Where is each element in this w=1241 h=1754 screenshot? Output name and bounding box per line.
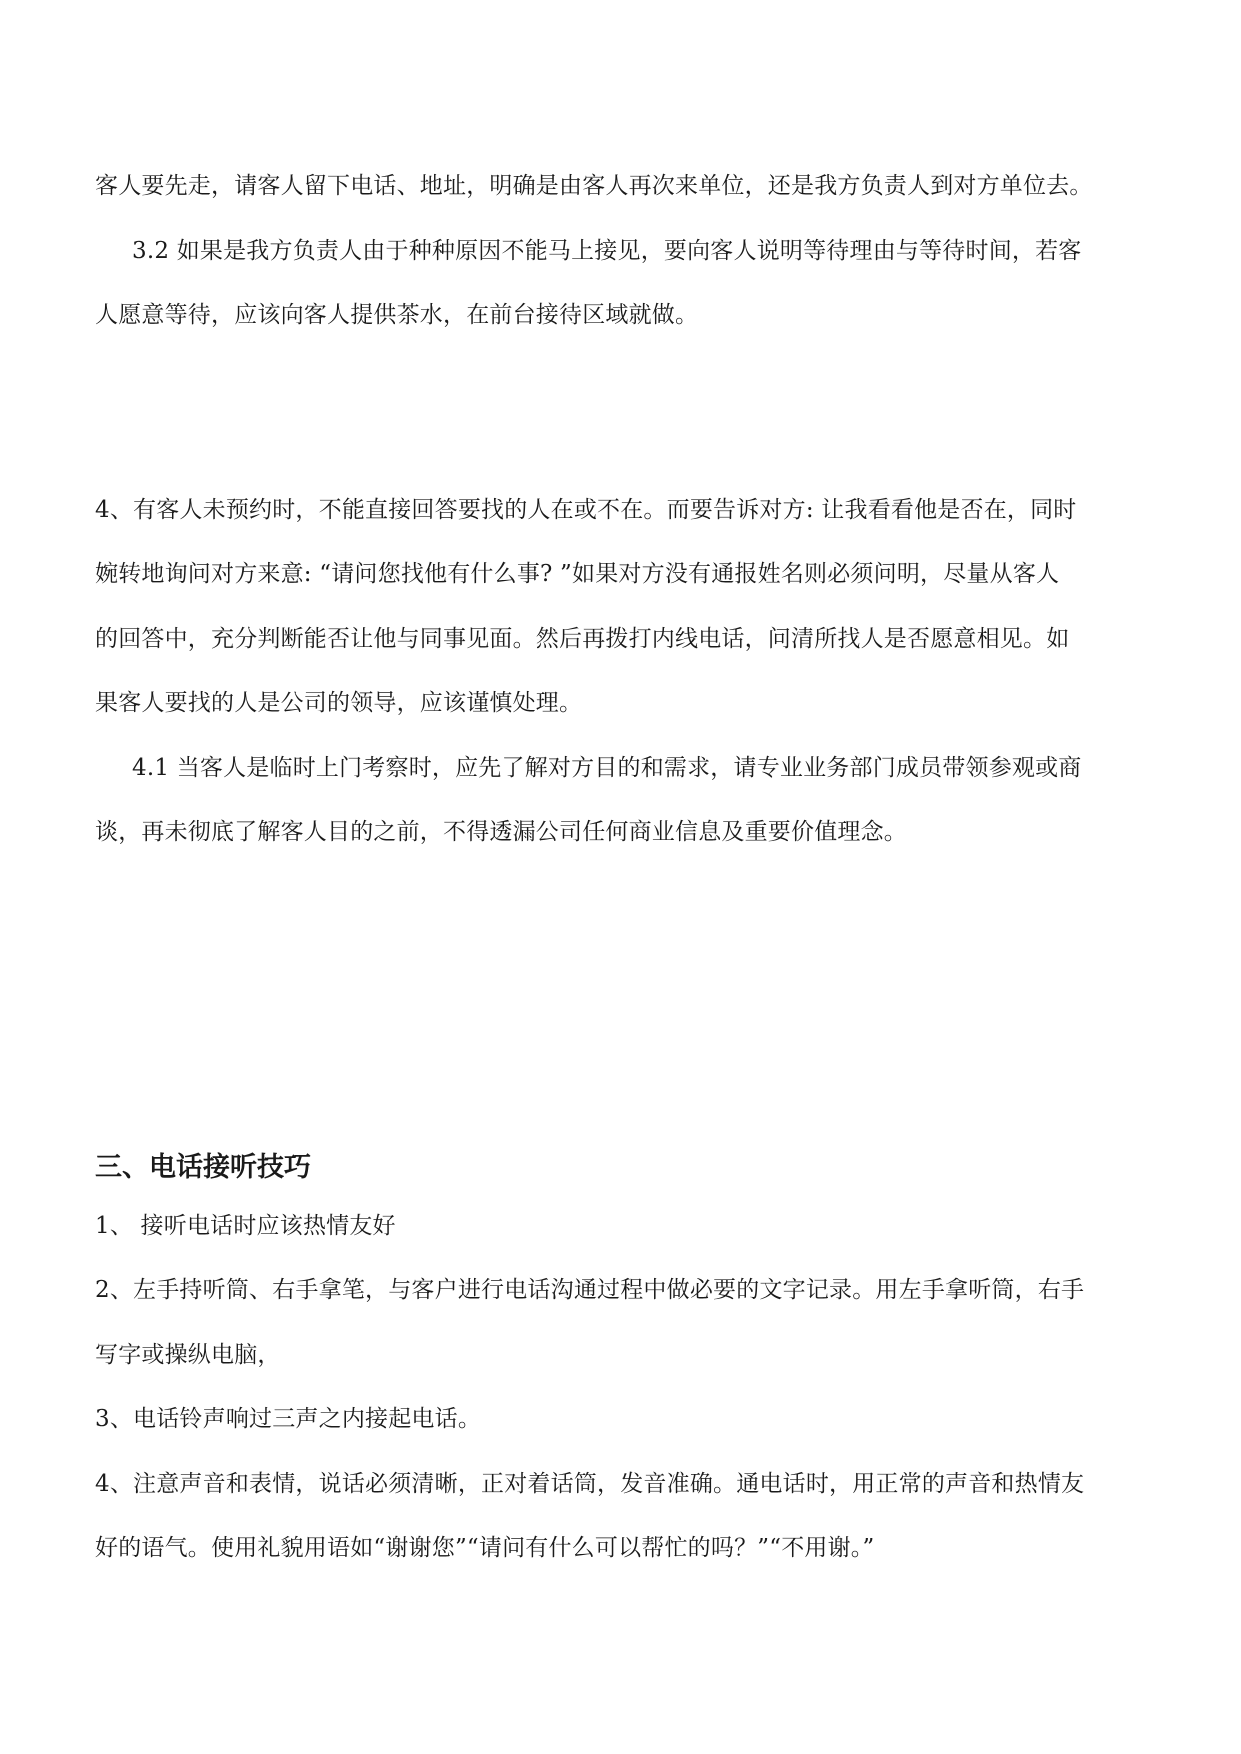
paragraph-line: 3.2 如果是我方负责人由于种种原因不能马上接见，要向客人说明等待理由与等待时间，若客 <box>132 238 1082 264</box>
list-item-line: 好的语气。使用礼貌用语如“谢谢您”“请问有什么可以帮忙的吗？”“不用谢。” <box>95 1535 875 1561</box>
paragraph-line: 4.1 当客人是临时上门考察时，应先了解对方目的和需求，请专业业务部门成员带领参观或商 <box>132 755 1082 781</box>
list-item-line: 3、电话铃声响过三声之内接起电话。 <box>95 1406 482 1432</box>
list-item-line: 4、注意声音和表情，说话必须清晰，正对着话筒，发音准确。通电话时，用正常的声音和热情友 <box>95 1471 1085 1497</box>
paragraph-line: 客人要先走，请客人留下电话、地址，明确是由客人再次来单位，还是我方负责人到对方单位去。 <box>95 173 1093 199</box>
paragraph-line: 人愿意等待，应该向客人提供茶水，在前台接待区域就做。 <box>95 302 699 328</box>
paragraph-line: 果客人要找的人是公司的领导，应该谨慎处理。 <box>95 690 583 716</box>
paragraph-line: 的回答中，充分判断能否让他与同事见面。然后再拨打内线电话，问清所找人是否愿意相见。如 <box>95 626 1070 652</box>
section-heading: 三、电话接听技巧 <box>95 1152 311 1183</box>
paragraph-line: 4、有客人未预约时，不能直接回答要找的人在或不在。而要告诉对方: 让我看看他是否在，同时 <box>95 497 1077 523</box>
list-item-line: 写字或操纵电脑， <box>95 1342 281 1368</box>
list-item-line: 2、左手持听筒、右手拿笔，与客户进行电话沟通过程中做必要的文字记录。用左手拿听筒，右手 <box>95 1277 1085 1303</box>
paragraph-line: 谈，再未彻底了解客人目的之前，不得透漏公司任何商业信息及重要价值理念。 <box>95 819 907 845</box>
paragraph-line: 婉转地询问对方来意: “请问您找他有什么事? ”如果对方没有通报姓名则必须问明，尽量从客人 <box>95 561 1060 587</box>
list-item-line: 1、 接听电话时应该热情友好 <box>95 1213 396 1239</box>
